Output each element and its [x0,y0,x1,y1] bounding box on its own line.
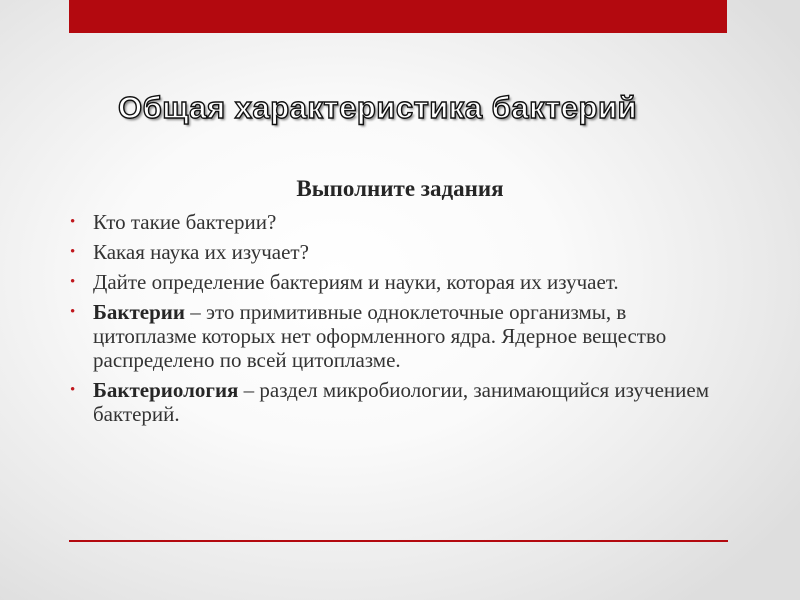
bullet-text: Кто такие бактерии? [93,210,277,234]
top-accent-bar [69,0,727,33]
definition-term: Бактерии [93,300,185,324]
bullet-item [70,270,710,294]
slide-title: Общая характеристика бактерий [118,90,638,125]
bullet-item [70,300,710,372]
slide-subtitle: Выполните задания [296,176,504,201]
bullet-dot-icon: • [70,274,76,290]
bullet-dot-icon: • [70,382,76,398]
bullet-text: Дайте определение бактериям и науки, которая их изучает. [93,270,619,294]
bullet-dot-icon: • [70,304,76,320]
definition-text: – раздел микробиологии, занимающийся изучением бактерий. [93,378,710,426]
bottom-accent-line [69,540,728,542]
bullet-item [70,210,710,234]
definition-text: – это примитивные одноклеточные организмы, в цитоплазме которых нет оформленного ядра. Ядерное вещество распределено по всей цитоплазме. [93,300,667,372]
bullet-text: Какая наука их изучает? [93,240,309,264]
definition-term: Бактериология [93,378,239,402]
bullet-list [70,210,710,432]
bullet-dot-icon: • [70,244,76,260]
bullet-item [70,378,710,426]
bullet-item [70,240,710,264]
bullet-dot-icon: • [70,214,76,230]
